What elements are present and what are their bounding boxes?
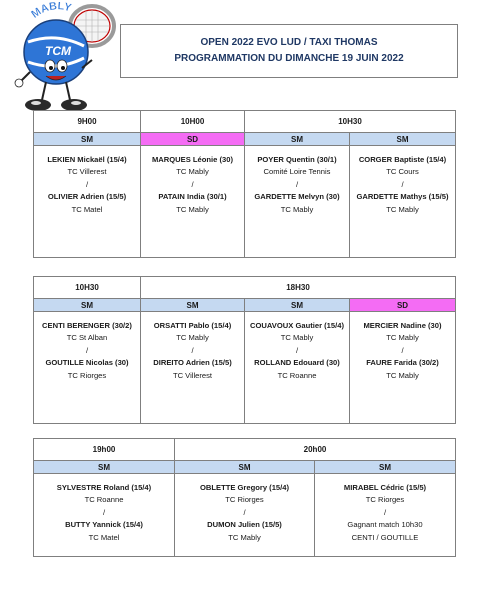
club-name: TC Riorges — [225, 495, 264, 505]
category-badge: SM — [245, 299, 350, 312]
time-slot: 10H00 — [141, 111, 245, 133]
player-name: MARQUES Léonie (30) — [151, 155, 233, 164]
category-badge: SM — [34, 133, 141, 146]
club-name: TC Mably — [386, 204, 419, 214]
match-cell — [350, 146, 455, 257]
versus-separator: / — [401, 345, 404, 355]
match-cell — [245, 146, 350, 257]
club-name: TC Matel — [88, 532, 120, 542]
match-winner-note: Gagnant match 10h30 — [347, 520, 423, 530]
club-name: TC Mably — [176, 333, 209, 343]
match-cell — [141, 312, 245, 423]
logo-text: TCM — [45, 44, 71, 58]
player-name: DUMON Julien (15/5) — [207, 520, 282, 530]
category-badge: SD — [141, 133, 245, 146]
category-badge: SD — [350, 299, 455, 312]
club-name: TC Mably — [228, 532, 261, 542]
schedule-block-2 — [33, 276, 456, 424]
match-cell — [245, 312, 350, 423]
player-name: CENTI BERENGER (30/2) — [42, 321, 132, 330]
matches-row — [34, 312, 455, 423]
player-name: OBLETTE Gregory (15/4) — [199, 483, 290, 492]
club-name: TC Cours — [386, 167, 419, 177]
player-name: CORGER Baptiste (15/4) — [358, 155, 447, 164]
club-name: TC St Alban — [66, 333, 108, 343]
schedule-block-1 — [33, 110, 456, 258]
versus-separator: / — [85, 179, 89, 189]
match-cell — [141, 146, 245, 257]
time-header-row — [34, 439, 455, 461]
matches-row — [34, 474, 455, 556]
category-badge: SM — [34, 299, 141, 312]
category-row — [34, 133, 455, 146]
club-name: TC Riorges — [67, 370, 107, 380]
club-name: TC Riorges — [365, 495, 405, 505]
club-name: Comité Loire Tennis — [263, 167, 331, 177]
player-name: LEKIEN Mickaël (15/4) — [47, 155, 127, 164]
player-name: GARDETTE Melvyn (30) — [254, 192, 340, 202]
player-name: DIREITO Adrien (15/5) — [153, 358, 232, 368]
player-name: PATAIN India (30/1) — [158, 192, 227, 202]
club-name: TC Mably — [386, 333, 419, 343]
time-slot: 18H30 — [141, 277, 455, 299]
club-logo — [6, 2, 118, 116]
player-name: BUTTY Yannick (15/4) — [65, 520, 143, 530]
schedule-block-3 — [33, 438, 456, 557]
tennis-ball-mascot-icon — [6, 2, 118, 116]
category-badge: SM — [245, 133, 350, 146]
player-name: MERCIER Nadine (30) — [363, 321, 442, 330]
player-name: GARDETTE Mathys (15/5) — [356, 192, 449, 202]
category-badge: SM — [315, 461, 455, 474]
club-name: TC Mably — [386, 370, 419, 380]
club-name: TC Mably — [176, 204, 209, 214]
versus-separator: / — [243, 507, 246, 517]
versus-separator: / — [191, 345, 194, 355]
time-header-row — [34, 111, 455, 133]
versus-separator: / — [295, 345, 299, 355]
player-name: POYER Quentin (30/1) — [257, 155, 337, 164]
category-badge: SM — [175, 461, 315, 474]
match-cell — [34, 312, 141, 423]
match-cell — [350, 312, 455, 423]
versus-separator: / — [102, 507, 106, 517]
matches-row — [34, 146, 455, 257]
match-cell — [34, 146, 141, 257]
player-name: OLIVIER Adrien (15/5) — [47, 192, 127, 202]
club-name: TC Roanne — [84, 495, 124, 505]
category-badge: SM — [141, 299, 245, 312]
club-name: TC Mably — [280, 204, 314, 214]
category-badge: SM — [34, 461, 175, 474]
player-name: FAURE Farida (30/2) — [366, 358, 439, 368]
time-slot: 10H30 — [34, 277, 141, 299]
match-cell — [315, 474, 455, 556]
club-name: TC Villerest — [172, 370, 213, 380]
player-name: ROLLAND Edouard (30) — [254, 358, 340, 368]
logo-arc-text: MABLY — [29, 2, 73, 21]
versus-separator: / — [191, 179, 194, 189]
category-row — [34, 299, 455, 312]
player-name: MIRABEL Cédric (15/5) — [343, 483, 427, 492]
player-name: COUAVOUX Gautier (15/4) — [250, 321, 344, 330]
club-name: TC Villerest — [67, 167, 107, 177]
time-slot: 20h00 — [175, 439, 455, 461]
page-subtitle: PROGRAMMATION DU DIMANCHE 19 JUIN 2022 — [174, 53, 404, 64]
page-title: OPEN 2022 EVO LUD / TAXI THOMAS — [200, 37, 378, 48]
club-name: TC Mably — [176, 167, 209, 177]
time-header-row — [34, 277, 455, 299]
match-reference: CENTI / GOUTILLE — [351, 532, 419, 542]
category-row — [34, 461, 455, 474]
player-name: SYLVESTRE Roland (15/4) — [56, 483, 152, 492]
category-badge: SM — [350, 133, 455, 146]
time-slot: 19h00 — [34, 439, 175, 461]
club-name: TC Roanne — [277, 370, 317, 380]
versus-separator: / — [383, 507, 387, 517]
club-name: TC Mably — [280, 333, 314, 343]
match-cell — [175, 474, 315, 556]
versus-separator: / — [295, 179, 299, 189]
title-box — [120, 24, 458, 78]
player-name: ORSATTI Pablo (15/4) — [153, 321, 232, 330]
versus-separator: / — [85, 345, 89, 355]
club-name: TC Matel — [71, 204, 103, 214]
match-cell — [34, 474, 175, 556]
svg-text:MABLY — [29, 2, 73, 21]
versus-separator: / — [401, 179, 404, 189]
time-slot: 9H00 — [34, 111, 141, 133]
player-name: GOUTILLE Nicolas (30) — [45, 358, 129, 368]
time-slot: 10H30 — [245, 111, 455, 133]
